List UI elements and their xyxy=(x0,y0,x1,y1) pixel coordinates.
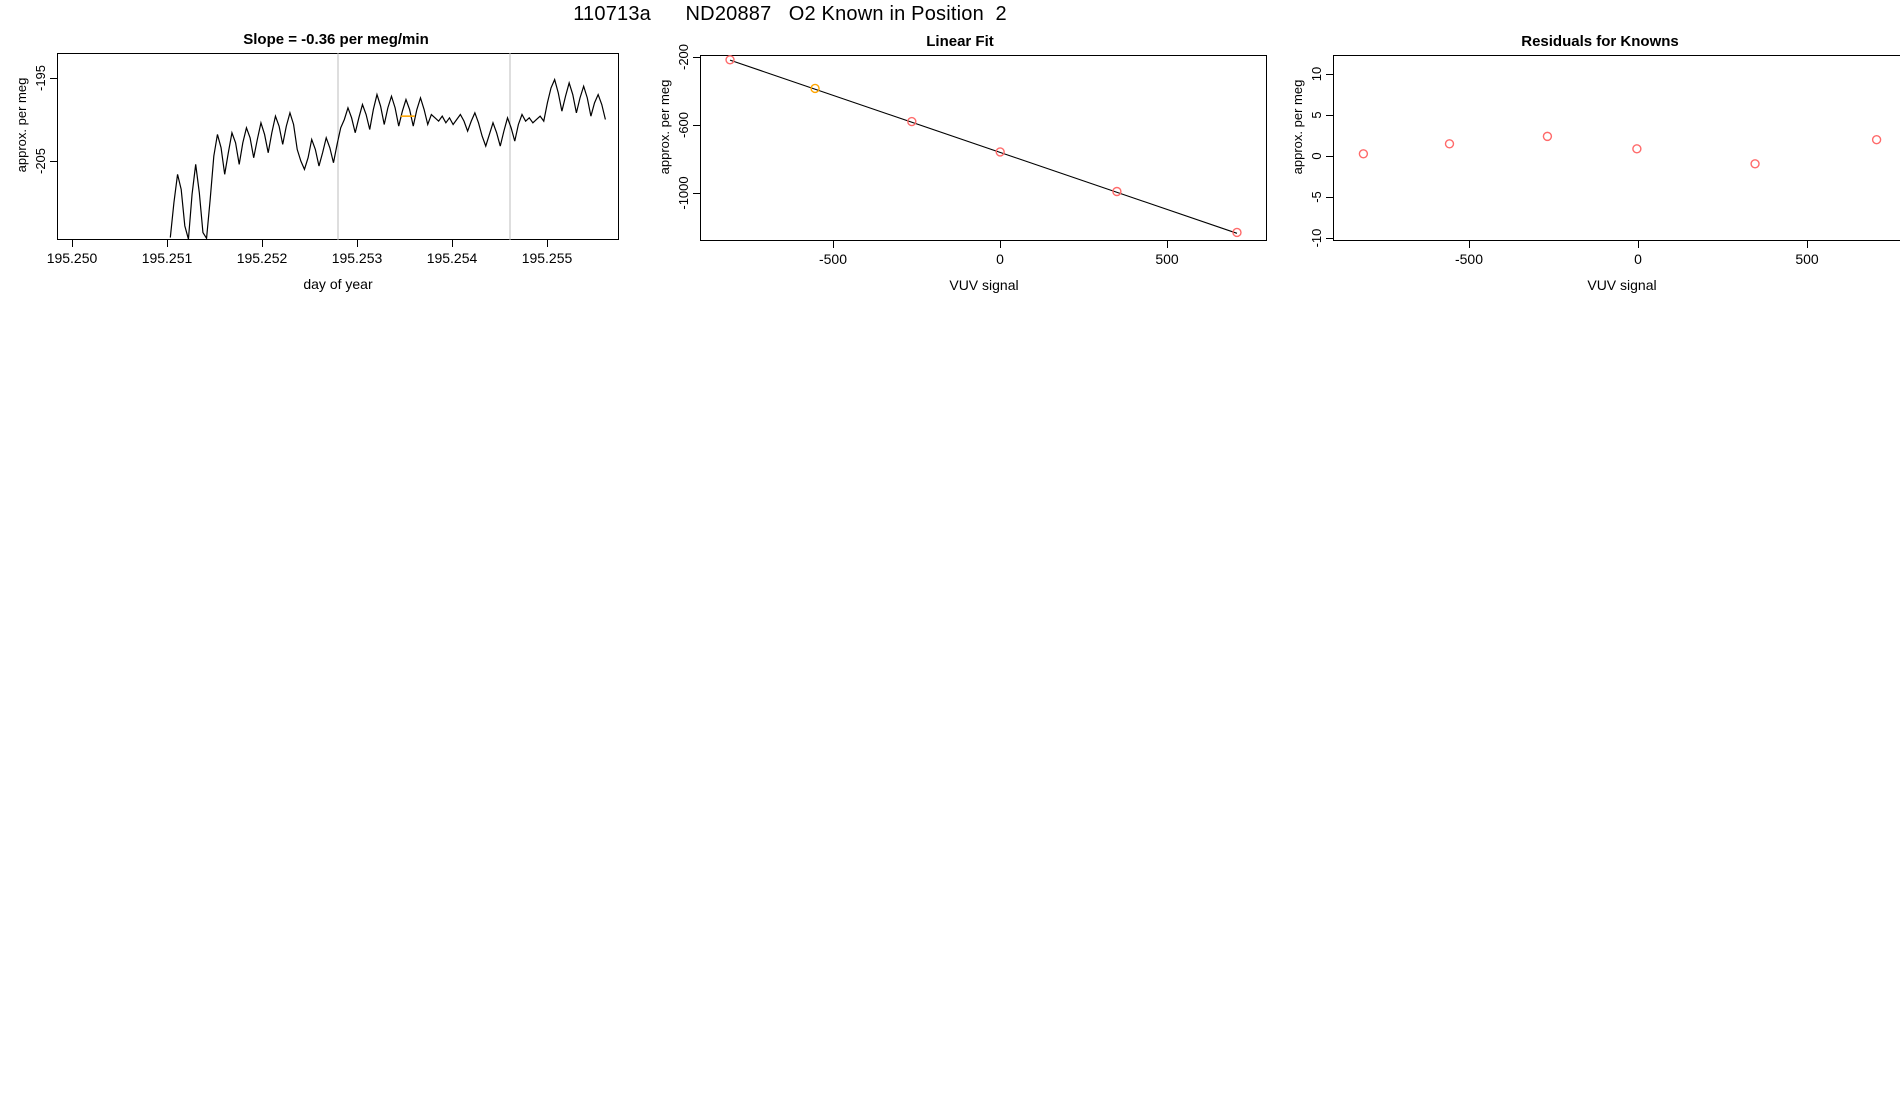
figure-supertitle-text: 110713a ND20887 O2 Known in Position 2 xyxy=(573,3,1007,25)
residuals-xtickmark-1 xyxy=(1638,241,1639,248)
linear-fit-regression-line xyxy=(730,60,1237,233)
timeseries-ylabel: approx. per meg xyxy=(14,77,29,173)
residuals-ytick-label-3: 5 xyxy=(1309,111,1324,119)
timeseries-xtickmark-5 xyxy=(547,240,548,247)
timeseries-xtick-label-5: 195.255 xyxy=(521,250,573,266)
timeseries-xtick-label-2: 195.252 xyxy=(236,250,288,266)
residuals-xlabel: VUV signal xyxy=(1587,277,1657,293)
timeseries-ytick-label-1: -205 xyxy=(33,147,48,175)
residuals-ytick-label-1: -5 xyxy=(1309,191,1324,203)
timeseries-ytickmark-0 xyxy=(50,78,57,79)
timeseries-xtickmark-4 xyxy=(452,240,453,247)
timeseries-xtick-label-3: 195.253 xyxy=(331,250,383,266)
linear-fit-xtickmark-0 xyxy=(833,241,834,248)
timeseries-ytick-label-0: -195 xyxy=(33,64,48,92)
residuals-title: Residuals for Knowns xyxy=(1521,33,1679,50)
timeseries-xtick-label-1: 195.251 xyxy=(141,250,193,266)
residuals-ytickmark-3 xyxy=(1326,115,1333,116)
residuals-ytick-label-2: 0 xyxy=(1309,152,1324,160)
residuals-ytickmark-0 xyxy=(1326,238,1333,239)
linear-fit-ylabel: approx. per meg xyxy=(657,79,672,175)
residuals-series-svg xyxy=(1333,55,1900,241)
residuals-xtick-label-2: 500 xyxy=(1795,251,1819,267)
linear-fit-ytick-label-0: -1000 xyxy=(676,176,691,210)
linear-fit-xtickmark-1 xyxy=(1000,241,1001,248)
timeseries-vlines xyxy=(338,53,510,240)
residuals-xtick-label-0: -500 xyxy=(1454,251,1484,267)
timeseries-xlabel: day of year xyxy=(303,276,373,292)
residuals-ytick-label-0: -10 xyxy=(1309,228,1324,248)
residuals-point-3 xyxy=(1633,145,1641,153)
timeseries-xtick-label-4: 195.254 xyxy=(426,250,478,266)
timeseries-ytickmark-1 xyxy=(50,161,57,162)
timeseries-xtickmark-3 xyxy=(357,240,358,247)
linear-fit-xtick-label-1: 0 xyxy=(996,251,1004,267)
linear-fit-ytick-label-2: -200 xyxy=(676,43,691,71)
residuals-xtick-label-1: 0 xyxy=(1634,251,1642,267)
residuals-xtickmark-0 xyxy=(1469,241,1470,248)
linear-fit-series-svg xyxy=(700,55,1267,241)
residuals-point-5 xyxy=(1873,136,1881,144)
timeseries-series-svg xyxy=(57,53,619,240)
linear-fit-xlabel: VUV signal xyxy=(949,277,1019,293)
panel-timeseries xyxy=(0,0,620,300)
residuals-ytickmark-4 xyxy=(1326,74,1333,75)
linear-fit-ytick-label-1: -600 xyxy=(676,111,691,139)
linear-fit-points xyxy=(726,56,1241,237)
residuals-point-4 xyxy=(1751,160,1759,168)
timeseries-xtickmark-1 xyxy=(167,240,168,247)
linear-fit-xtick-label-2: 500 xyxy=(1155,251,1179,267)
linear-fit-xtickmark-2 xyxy=(1167,241,1168,248)
timeseries-title: Slope = -0.36 per meg/min xyxy=(243,31,429,48)
timeseries-xtick-label-0: 195.250 xyxy=(46,250,98,266)
timeseries-line xyxy=(170,80,605,240)
residuals-ytick-label-4: 10 xyxy=(1309,66,1324,82)
residuals-point-1 xyxy=(1445,140,1453,148)
linear-fit-ytickmark-0 xyxy=(693,193,700,194)
residuals-ytickmark-2 xyxy=(1326,156,1333,157)
panel-linear-fit xyxy=(620,0,1260,300)
linear-fit-ytickmark-1 xyxy=(693,125,700,126)
timeseries-xtickmark-2 xyxy=(262,240,263,247)
residuals-point-0 xyxy=(1359,150,1367,158)
residuals-points xyxy=(1359,132,1880,167)
linear-fit-title: Linear Fit xyxy=(926,33,994,50)
residuals-ylabel: approx. per meg xyxy=(1290,79,1305,175)
panel-residuals xyxy=(1260,0,1900,300)
timeseries-xtickmark-0 xyxy=(72,240,73,247)
residuals-xtickmark-2 xyxy=(1807,241,1808,248)
linear-fit-xtick-label-0: -500 xyxy=(818,251,848,267)
residuals-ytickmark-1 xyxy=(1326,197,1333,198)
linear-fit-ytickmark-2 xyxy=(693,57,700,58)
residuals-point-2 xyxy=(1543,132,1551,140)
linear-fit-point-0 xyxy=(726,56,734,64)
